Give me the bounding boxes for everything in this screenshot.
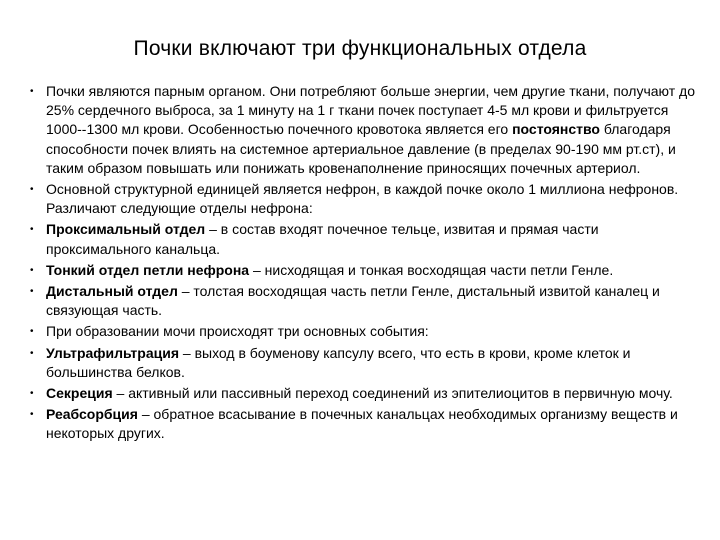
bullet-item — [30, 322, 700, 341]
text-segment: – обратное всасывание в почечных канальцах необходимых организму веществ и некоторых других. — [46, 406, 678, 442]
text-segment: – в состав входят почечное тельце, извитая и прямая части проксимального канальца. — [46, 221, 599, 257]
text-segment: Почки являются парным органом. Они потребляют больше энергии, чем другие ткани, получают до 25% сердечного выброса, за 1 минуту на 1 г ткани почек поступает 4-5 мл крови и фильтруется 1000‑‑1300 мл крови. Особенностью почечного кровотока является его — [46, 83, 695, 138]
bold-term: Проксимальный отдел — [46, 221, 206, 238]
bold-term: Ультрафильтрация — [46, 344, 179, 361]
bullet-marker: • — [30, 326, 34, 338]
bullet-item — [30, 261, 700, 280]
bullet-text — [46, 220, 700, 258]
text-segment: Основной структурной единицей является нефрон, в каждой почке около 1 миллиона нефронов. Различают следующие отделы нефрона: — [46, 181, 679, 217]
bullet-marker: • — [30, 286, 34, 298]
bullet-marker: • — [30, 184, 34, 196]
slide-title: Почки включают три функциональных отдела — [133, 37, 587, 60]
bold-term: Тонкий отдел петли нефрона — [46, 261, 250, 278]
bullet-text — [46, 180, 700, 218]
bullet-text — [46, 405, 700, 443]
text-segment: – толстая восходящая часть петли Генле, дистальный извитой каналец и связующая часть. — [46, 283, 660, 319]
bullet-item — [30, 384, 700, 403]
bullet-marker: • — [30, 224, 34, 236]
bullet-marker: • — [30, 264, 34, 276]
bullet-marker: • — [30, 409, 34, 421]
bold-term: Секреция — [46, 385, 113, 402]
text-segment: благодаря способности почек влиять на системное артериальное давление (в пределах 90-190 мм рт.ст), и таким образом повышать или понижать кровенаполнение приносящих почечных артериол. — [46, 121, 676, 176]
bullet-marker: • — [30, 347, 34, 359]
bullet-text — [46, 344, 700, 382]
bullet-text — [46, 322, 700, 341]
bullet-item — [30, 220, 700, 258]
bullet-list — [30, 82, 700, 446]
bullet-text — [46, 261, 700, 280]
bullet-text — [46, 282, 700, 320]
text-segment: При образовании мочи происходят три основных события: — [46, 323, 429, 340]
bold-term: Реабсорбция — [46, 406, 138, 423]
text-segment: – выход в боуменову капсулу всего, что есть в крови, кроме клеток и большинства белков. — [46, 344, 631, 380]
bullet-text — [46, 384, 700, 403]
bullet-item — [30, 405, 700, 443]
bullet-item — [30, 180, 700, 218]
bullet-item — [30, 282, 700, 320]
text-segment: – нисходящая и тонкая восходящая части петли Генле. — [249, 261, 614, 278]
text-segment: – активный или пассивный переход соединений из эпителиоцитов в первичную мочу. — [112, 385, 673, 402]
bold-term: Дистальный отдел — [46, 283, 178, 300]
bold-term: постоянство — [512, 121, 600, 138]
bullet-text — [46, 82, 700, 178]
bullet-item — [30, 344, 700, 382]
bullet-marker: • — [30, 388, 34, 400]
bullet-item — [30, 82, 700, 178]
bullet-marker: • — [30, 86, 34, 97]
